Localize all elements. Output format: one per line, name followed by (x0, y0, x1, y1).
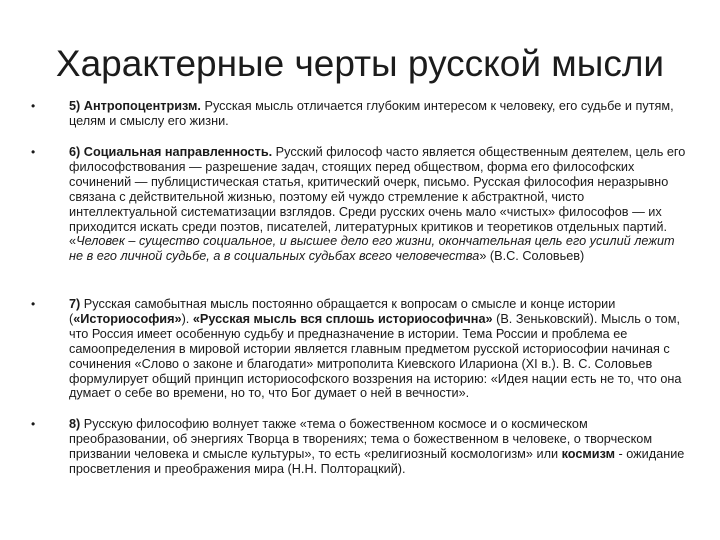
slide-title: Характерные черты русской мысли (55, 43, 665, 84)
item-text-historiosophy (69, 297, 690, 401)
item-body-end: » (В.С. Соловьев) (479, 249, 585, 264)
item-body: ). (181, 311, 193, 326)
bullet-list (30, 99, 690, 477)
bullet-icon: • (31, 145, 36, 159)
item-body: Русская мысль отличается глубоким интересом к человеку, его судьбе и путям, целям и смыслу его жизни. (69, 99, 674, 128)
item-number: 7) (69, 297, 81, 311)
list-item (30, 99, 690, 145)
list-item (30, 297, 690, 417)
item-quote: Человек – существо социальное, и высшее дело его жизни, окончательная цель его усилий лежит не в его личной судьбе, а в социальных судьбах всего человечества (69, 234, 675, 264)
bullet-icon: • (31, 297, 36, 311)
bullet-icon: • (31, 417, 36, 431)
list-item (30, 145, 690, 297)
item-text-cosmism (69, 417, 690, 477)
item-text-social (69, 145, 690, 264)
item-term: космизм (561, 446, 615, 461)
item-quote: «Русская мысль вся сплошь историософична» (192, 311, 493, 326)
item-number: 8) (69, 417, 81, 431)
bullet-icon: • (31, 99, 36, 113)
item-body: Русский философ часто является общественным деятелем, цель его философствования — разрешение задач, стоящих перед обществом, форма его философских сочинений — публицистическая статья, критический очерк, письмо. Русская философия неразрывно связана с действительной жизнью, поэтому ей чуждо стремление к абстрактной, чисто интеллектуальной систематизации взглядов. Среди русских очень мало «чистых» философов — их приходится искать среди поэтов, писателей, литературных критиков и теоретиков отдельных партий. « (69, 145, 686, 249)
item-term: «Историософия» (73, 311, 182, 326)
item-body: Русскую философию волнует также «тема о божественном космосе и о космическом преобразовании, об энергиях Творца в творениях; тема о божественном в человеке, о творческом призвании человека и смысле культуры», то есть «религиозный космологизм» или (69, 417, 653, 461)
item-body-end: - ожидание просветления и преображения мира (Н.Н. Полторацкий). (69, 446, 685, 476)
item-heading: 6) Социальная направленность. (69, 145, 273, 159)
item-heading: 5) Антропоцентризм. (69, 99, 201, 113)
item-text-anthropocentrism (69, 99, 690, 129)
item-body: Русская самобытная мысль постоянно обращается к вопросам о смысле и конце истории ( (69, 297, 616, 326)
list-item (30, 417, 690, 477)
item-body-end: (В. Зеньковский). Мысль о том, что Россия имеет особенную судьбу и предназначение в истории. Тема России и проблема ее самоопределения в мировой истории является главным предметом русской историософии начиная с сочинения «Слово о законе и благодати» митрополита Киевского Илариона (XI в.). В. С. Соловьев формулирует общий принцип историософского воззрения на историю: «Идея нации есть не то, что она думает о себе во времени, но то, что Бог думает о ней в вечности». (69, 311, 682, 401)
